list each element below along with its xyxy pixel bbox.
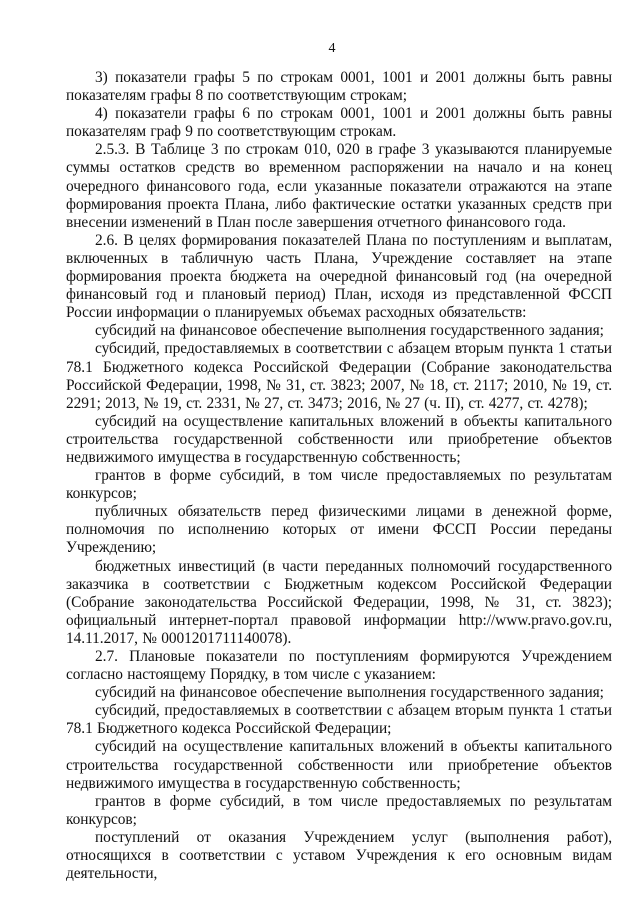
paragraph-2-6: 2.6. В целях формирования показателей Плана по поступлениям и выплатам, включенных в табличную часть Плана, Учреждение составляет на этапе формирования проекта бюджета на очередной финансовый год (на очередной финансовый год и плановый период) План, исходя из представленной ФССП России информации о планируемых объемах расходных обязательств: [66,231,612,322]
list-item-grants: грантов в форме субсидий, в том числе предоставляемых по результатам конкурсов; [66,467,612,503]
list-item-service-revenue: поступлений от оказания Учреждением услуг (выполнения работ), относящихся в соответствии с уставом Учреждения к его основным видам деятельности, [66,828,612,883]
list-item-public-obligations: публичных обязательств перед физическими лицами в денежной форме, полномочия по исполнению которых от имени ФССП России переданы Учреждению; [66,503,612,557]
paragraph-item-3: 3) показатели графы 5 по строкам 0001, 1001 и 2001 должны быть равны показателям графы 8 по соответствующим строкам; [66,69,612,105]
paragraph-2-7: 2.7. Плановые показатели по поступлениям формируются Учреждением согласно настоящему Порядку, в том числе с указанием: [66,648,612,684]
paragraph-item-4: 4) показатели графы 6 по строкам 0001, 1001 и 2001 должны быть равны показателям граф 9 по соответствующим строкам. [66,105,612,141]
list-item-subsidy-capital-investment: субсидий на осуществление капитальных вложений в объекты капитального строительства государственной собственности или приобретение объектов недвижимого имущества в государственную собственность; [66,412,612,466]
list-item-subsidy-article-78-1-2: субсидий, предоставляемых в соответствии с абзацем вторым пункта 1 статьи 78.1 Бюджетного кодекса Российской Федерации; [66,702,612,738]
page-number: 4 [328,41,336,56]
list-item-subsidy-capital-investment-2: субсидий на осуществление капитальных вложений в объекты капитального строительства государственной собственности или приобретение объектов недвижимого имущества в государственную собственность; [66,738,612,792]
list-item-subsidy-article-78-1: субсидий, предоставляемых в соответствии с абзацем вторым пункта 1 статьи 78.1 Бюджетного кодекса Российской Федерации (Собрание законодательства Российской Федерации, 1998, № 31, ст. 3823; 2007, № 18, ст. 2117; 2010, № 19, ст. 2291; 2013, № 19, ст. 2331, № 27, ст. 3473; 2016, № 27 (ч. II), ст. 4277, ст. 4278); [66,340,612,412]
list-item-grants-2: грантов в форме субсидий, в том числе предоставляемых по результатам конкурсов; [66,792,612,828]
list-item-budget-investments: бюджетных инвестиций (в части переданных полномочий государственного заказчика в соответствии с Бюджетным кодексом Российской Федерации (Собрание законодательства Российской Федерации, 1998, № 31, ст. 3823); официальный интернет-портал правовой информации http://www.pravo.gov.ru, 14.11.2017, № 0001201711140078). [66,557,612,647]
list-item-subsidy-state-task: субсидий на финансовое обеспечение выполнения государственного задания; [95,322,604,340]
paragraph-2-5-3: 2.5.3. В Таблице 3 по строкам 010, 020 в графе 3 указываются планируемые суммы остатков средств во временном распоряжении на начало и на конец очередного финансового года, если указанные показатели отражаются на этапе формирования проекта Плана, либо фактические остатки указанных средств при внесении изменений в План после завершения отчетного финансового года. [66,141,612,231]
list-item-subsidy-state-task-2: субсидий на финансовое обеспечение выполнения государственного задания; [95,684,604,702]
